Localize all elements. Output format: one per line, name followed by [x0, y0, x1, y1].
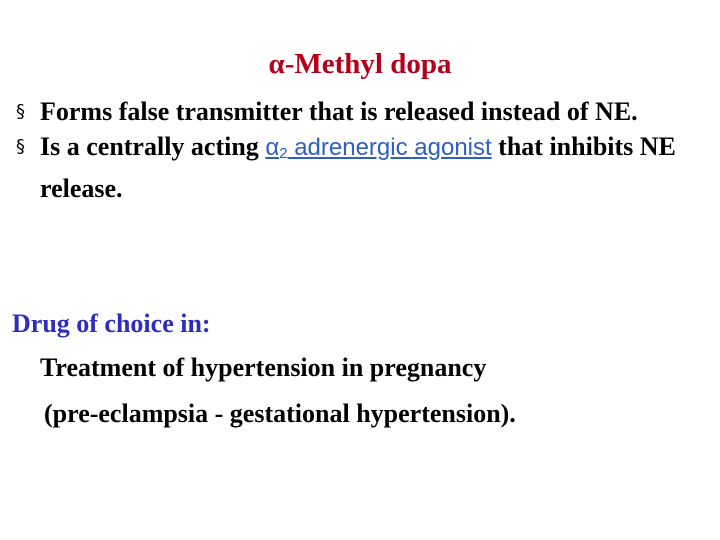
bullet-prefix: Is a centrally acting — [40, 132, 266, 161]
bullet-text: Forms false transmitter that is released instead of NE. — [40, 97, 638, 126]
section-heading: Drug of choice in: — [12, 309, 211, 338]
bullet-item — [14, 94, 704, 129]
bullet-list — [14, 94, 704, 206]
bullet-suffix: that inhibits NE release. — [40, 132, 676, 203]
bullet-item — [14, 129, 704, 206]
body-line: Treatment of hypertension in pregnancy — [40, 353, 487, 382]
alpha-symbol: α — [265, 134, 280, 161]
slide-title: α-Methyl dopa — [268, 48, 452, 80]
alpha-subscript: 2 — [279, 145, 288, 162]
adrenergic-agonist-link[interactable] — [265, 134, 491, 161]
link-text: adrenergic agonist — [287, 134, 492, 161]
bullet-marker-icon: § — [16, 136, 25, 157]
bullet-marker-icon: § — [16, 101, 25, 122]
body-line: (pre-eclampsia - gestational hypertension). — [44, 399, 516, 428]
